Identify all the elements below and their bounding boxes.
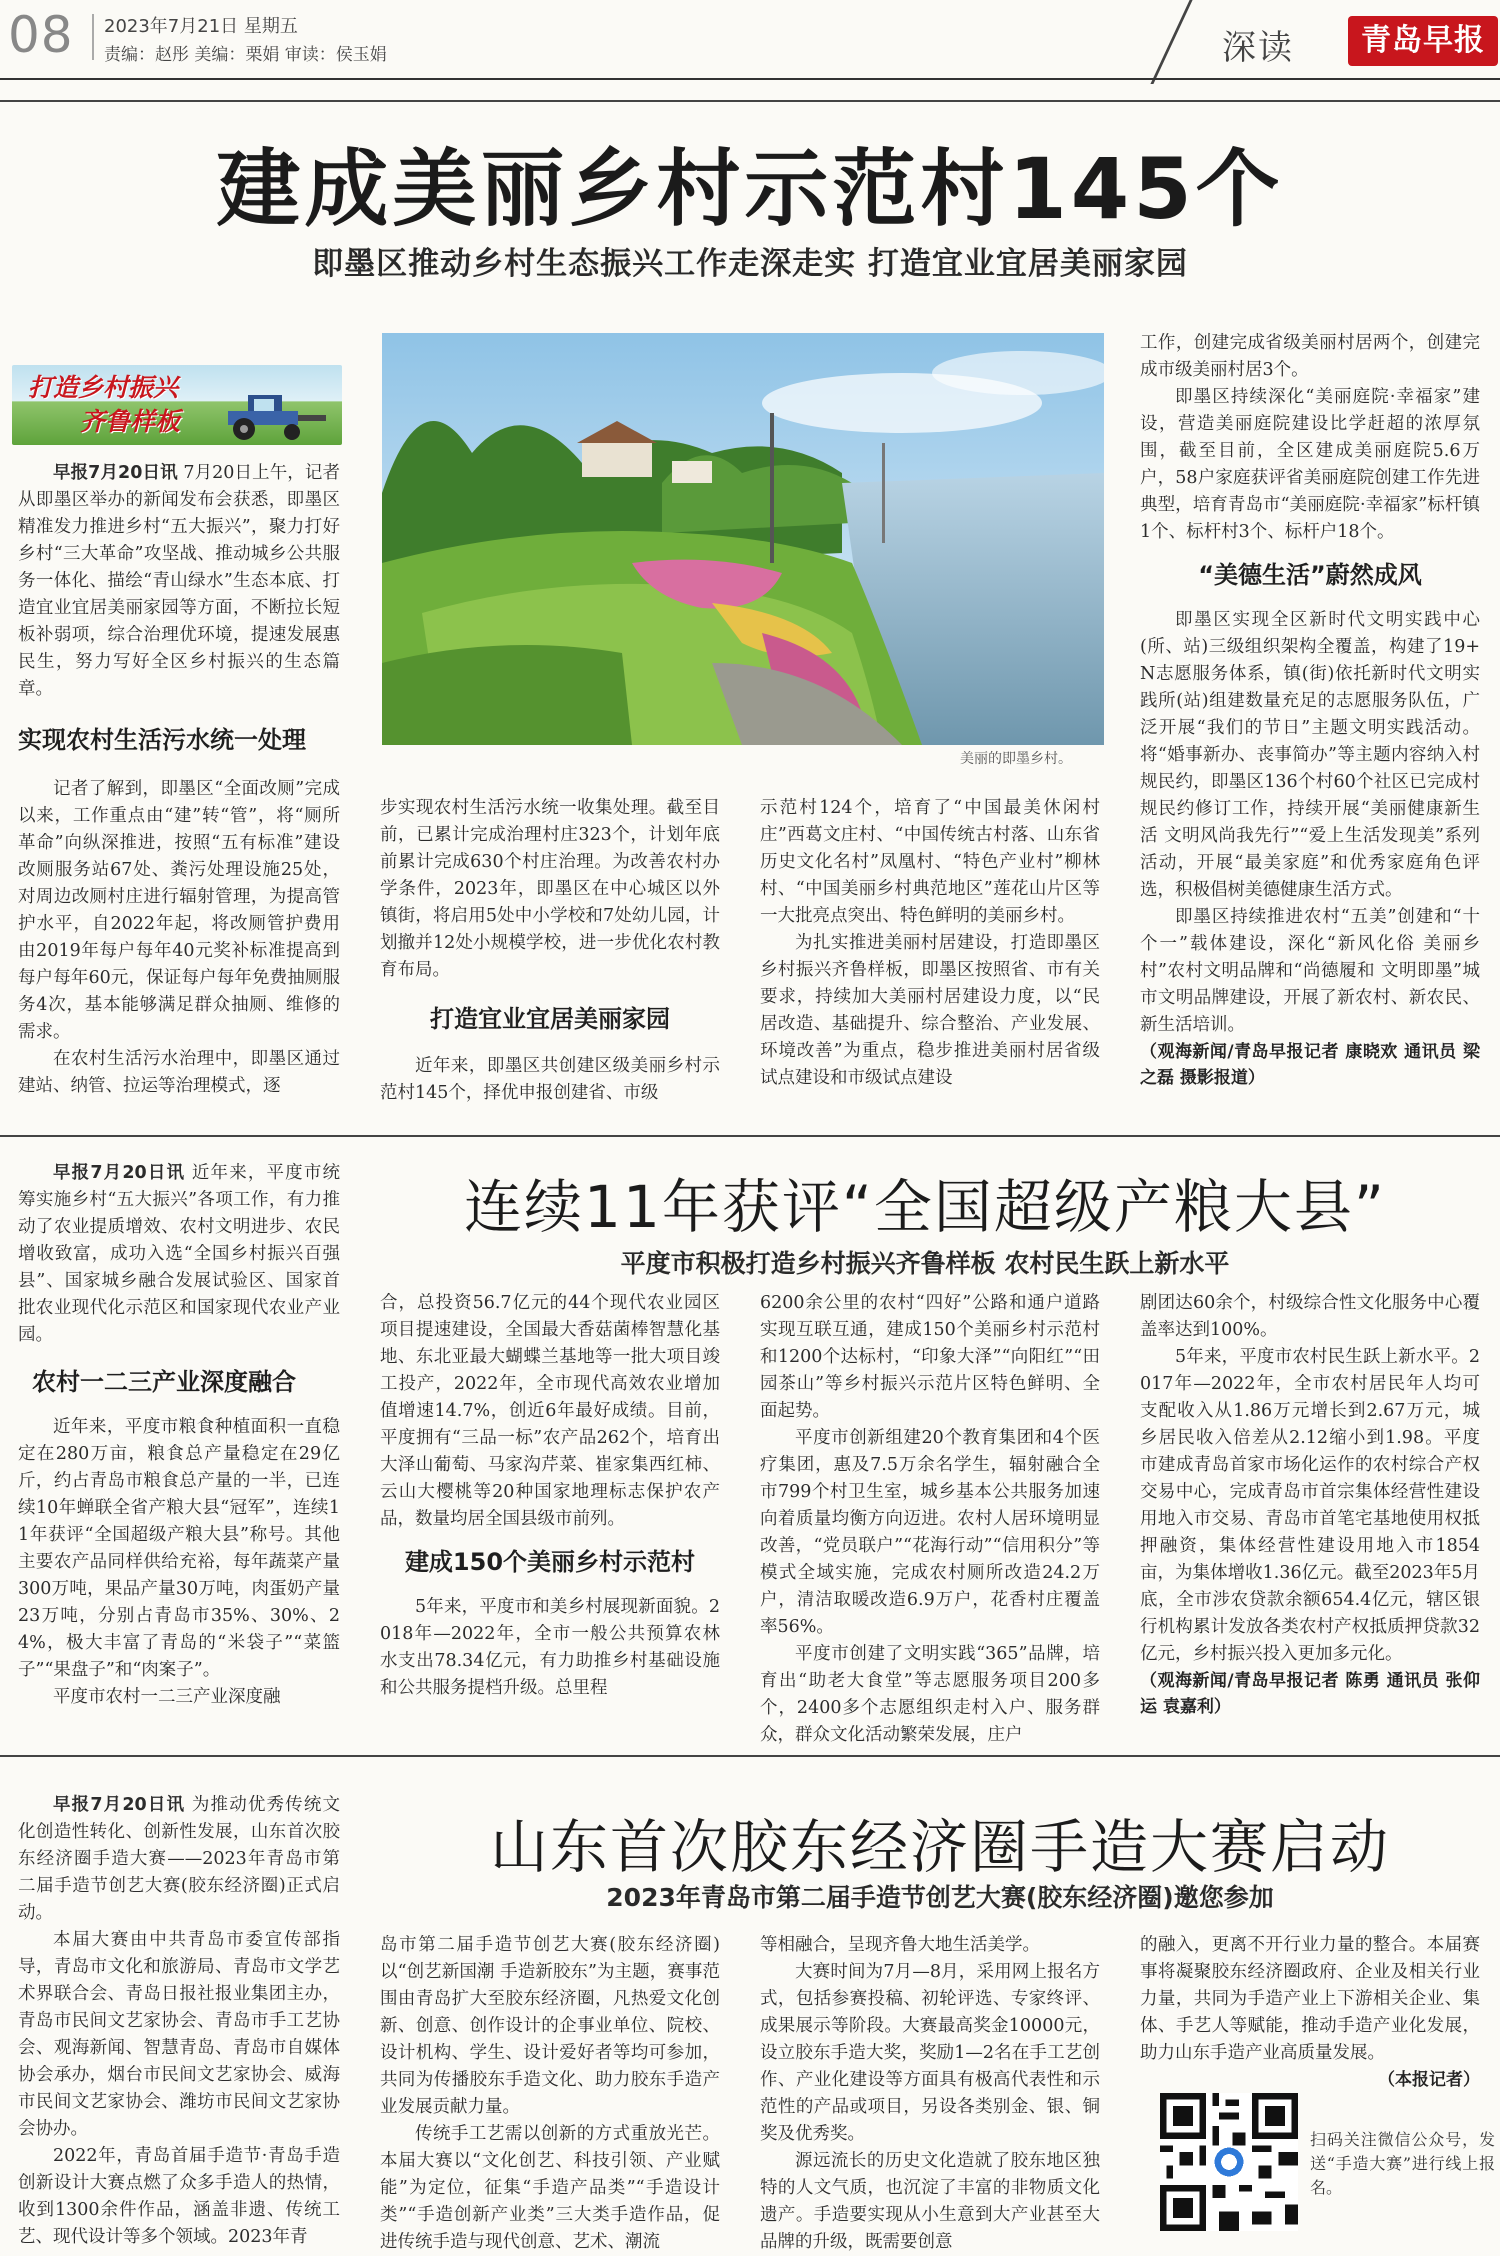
article3-c3-p1: 等相融合，呈现齐鲁大地生活美学。 — [760, 1935, 1040, 1955]
article2-heading1: 农村一二三产业深度融合 — [32, 1368, 296, 1396]
header-slash — [1150, 0, 1192, 84]
article1-c2-p1: 步实现农村生活污水统一收集处理。截至目前，已累计完成治理村庄323个，计划年底前累计完成630个村庄治理。为改善农村办学条件，2023年，即墨区在中心城区以外镇街，将启用5处中小学校和7处幼儿园，计划撤并12处小规模学校，进一步优化农村教育布局。 — [380, 798, 720, 980]
article1-subtitle: 即墨区推动乡村生态振兴工作走深走实 打造宜业宜居美丽家园 — [312, 246, 1188, 282]
article1-c1-p2: 在农村生活污水治理中，即墨区通过建站、纳管、拉运等治理模式，逐 — [18, 1049, 340, 1096]
article2-c3-p3: 平度市创建了文明实践“365”品牌，培育出“助老大食堂”等志愿服务项目200多个，2400多个志愿组织走村入户、服务群众，群众文化活动繁荣发展，庄户 — [760, 1644, 1100, 1745]
photo-caption: 美丽的即墨乡村。 — [960, 751, 1072, 767]
article1-c4-p3: 即墨区实现全区新时代文明实践中心(所、站)三级组织架构全覆盖，构建了19+N志愿服务体系，镇(街)依托新时代文明实践所(站)组建数量充足的志愿服务队伍，广泛开展“我们的节日”主题文明实践活动。将“婚事新办、丧事简办”等主题内容纳入村规民约，即墨区136个村60个社区已完成村规民约修订工作，持续开展“美丽健康新生活 文明风尚我先行”“爱上生活发现美”系列活动，开展“最美家庭”和优秀家庭角色评选，积极倡树美德健康生活方式。 — [1140, 610, 1480, 900]
article3-c4-p1: 的融入，更离不开行业力量的整合。本届赛事将凝聚胶东经济圈政府、企业及相关行业力量，共同为手造产业上下游相关企业、集体、手艺人等赋能，推动手造产业化发展，助力山东手造产业高质量发展。 — [1140, 1935, 1480, 2063]
article2-column1 — [18, 1160, 340, 1711]
article2-title: 连续11年获评“全国超级产粮大县” — [464, 1173, 1386, 1241]
banner-line2: 齐鲁样板 — [80, 407, 181, 436]
article2-subtitle: 平度市积极打造乡村振兴齐鲁样板 农村民生跃上新水平 — [620, 1249, 1230, 1278]
article2-heading2: 建成150个美丽乡村示范村 — [404, 1548, 696, 1576]
page-number: 08 — [8, 6, 74, 64]
article1-c4-p1: 工作，创建完成省级美丽村居两个，创建完成市级美丽村居3个。 — [1140, 333, 1480, 380]
article3-column3 — [760, 1932, 1100, 2256]
article1-lead: 7月20日上午，记者从即墨区举办的新闻发布会获悉，即墨区精准发力推进乡村“五大振兴”，聚力打好乡村“三大革命”攻坚战、推动城乡公共服务一体化、描绘“青山绿水”生态本底、打造宜业宜居美丽家园等方面，不断拉长短板补弱项，综合治理优环境，提速发展惠民生，努力写好全区乡村振兴的生态篇章。 — [18, 463, 340, 699]
editor-credits: 责编：赵彤 美编：栗娟 审读：侯玉娟 — [104, 45, 387, 65]
header-rule — [0, 78, 1500, 80]
qr-instruction: 扫码关注微信公众号，发送“手造大赛”进行线上报名。 — [1310, 2130, 1495, 2197]
article2-c2-p2: 5年来，平度市和美乡村展现新面貌。2018年—2022年，全市一般公共预算农林水支出78.34亿元，有力助推乡村基础设施和公共服务提档升级。总里程 — [380, 1597, 720, 1698]
article1-heading1: 实现农村生活污水统一处理 — [18, 726, 306, 754]
article3-c1-p2: 2022年，青岛首届手造节·青岛手造创新设计大赛点燃了众多手造人的热情，收到1300余件作品，涵盖非遗、传统工艺、现代设计等多个领域。2023年青 — [18, 2146, 340, 2247]
article3-c2-p2: 传统手工艺需以创新的方式重放光芒。本届大赛以“文化创艺、科技引领、产业赋能”为定位，征集“手造产品类”“手造设计类”“手造创新产业类”三大类手造作品，促进传统手造与现代创意、艺术、潮流 — [380, 2124, 720, 2252]
article3-column1 — [18, 1792, 340, 2251]
article2-column4 — [1140, 1290, 1480, 1720]
article3-lead-tag: 早报7月20日讯 — [53, 1795, 186, 1815]
article1-c1-p1: 记者了解到，即墨区“全面改厕”完成以来，工作重点由“建”转“管”，将“厕所革命”向纵深推进，按照“五有标准”建设改厕服务站67处、粪污处理设施25处，对周边改厕村庄进行辐射管理，为提高管护水平，自2022年起，将改厕管护费用由2019年每户每年40元奖补标准提高到每户每年60元，保证每户每年免费抽厕服务4次，基本能够满足群众抽厕、维修的需求。 — [18, 779, 340, 1042]
newspaper-logo: 青岛早报 — [1348, 16, 1498, 66]
article3-c3-p3: 源远流长的历史文化造就了胶东地区独特的人文气质，也沉淀了丰富的非物质文化遗产。手造要实现从小生意到大产业甚至大品牌的升级，既需要创意 — [760, 2151, 1100, 2252]
article1-title: 建成美丽乡村示范村145个 — [216, 140, 1284, 238]
article3-title: 山东首次胶东经济圈手造大赛启动 — [489, 1813, 1390, 1881]
article2-c3-p1: 6200余公里的农村“四好”公路和通户道路实现互联互通，建成150个美丽乡村示范村和1200个达标村，“印象大泽”“向阳红”“田园茶山”等乡村振兴示范片区特色鲜明、全面起势。 — [760, 1293, 1100, 1421]
article1-c4-p4: 即墨区持续推进农村“五美”创建和“十个一”载体建设，深化“新风化俗 美丽乡村”农村文明品牌和“尚德履和 文明即墨”城市文明品牌建设，开展了新农村、新农民、新生活培训。 — [1140, 907, 1480, 1035]
wechat-qr-code[interactable] — [1160, 2093, 1298, 2231]
article2-c2-p1: 合，总投资56.7亿元的44个现代农业园区项目提速建设，全国最大香菇菌棒智慧化基地、东北亚最大蝴蝶兰基地等一批大项目竣工投产，2022年，全市现代高效农业增加值增速14.7%，创近6年最好成绩。目前，平度拥有“三品一标”农产品262个，培育出大泽山葡萄、马家沟芹菜、崔家集西红柿、云山大樱桃等20种国家地理标志保护农产品，数量均居全国县级市前列。 — [380, 1293, 720, 1529]
article3-column2 — [380, 1932, 720, 2256]
section-name: 深读 — [1222, 28, 1294, 68]
article3-subtitle: 2023年青岛市第二届手造节创艺大赛(胶东经济圈)邀您参加 — [606, 1883, 1274, 1912]
village-photo — [382, 333, 1104, 745]
article2-column3 — [760, 1290, 1100, 1749]
article1-column2 — [380, 795, 720, 1107]
article3-c2-p1: 岛市第二届手造节创艺大赛(胶东经济圈)以“创艺新国潮 手造新胶东”为主题，赛事范围由青岛扩大至胶东经济圈，凡热爱文化创新、创意、创作设计的企事业单位、院校、设计机构、学生、设计爱好者等均可参加，共同为传播胶东手造文化、助力胶东手造产业发展贡献力量。 — [380, 1935, 720, 2117]
article2-lead-tag: 早报7月20日讯 — [53, 1163, 186, 1183]
article2-c3-p2: 平度市创新组建20个教育集团和4个医疗集团，惠及7.5万余名学生，辐射融合全市799个村卫生室，城乡基本公共服务加速向着质量均衡方向迈进。农村人居环境明显改善，“党员联户”“花海行动”“信用积分”等模式全域实施，完成农村厕所改造24.2万户，清洁取暖改造6.9万户，花香村庄覆盖率56%。 — [760, 1428, 1100, 1637]
article1-c4-p2: 即墨区持续深化“美丽庭院·幸福家”建设，营造美丽庭院建设比学赶超的浓厚氛围，截至目前，全区建成美丽庭院5.6万户，58户家庭获评省美丽庭院创建工作先进典型，培育青岛市“美丽庭院·幸福家”标杆镇1个、标杆村3个、标杆户18个。 — [1140, 387, 1480, 542]
article1-heading3: “美德生活”蔚然成风 — [1198, 561, 1422, 589]
article1-c3-p1: 示范村124个，培育了“中国最美休闲村庄”西葛文庄村、“中国传统古村落、山东省历史文化名村”凤凰村、“特色产业村”柳林村、“中国美丽乡村典范地区”莲花山片区等一大批亮点突出、特色鲜明的美丽乡村。 — [760, 798, 1100, 926]
article1-column3 — [760, 795, 1100, 1092]
rural-revitalization-banner — [12, 365, 342, 445]
article1-column1 — [18, 460, 340, 1100]
article1-c3-p2: 为扎实推进美丽村居建设，打造即墨区乡村振兴齐鲁样板，即墨区按照省、市有关要求，持续加大美丽村居建设力度，以“民居改造、基础提升、综合整治、产业发展、环境改善”为重点，稳步推进美丽村居省级试点建设和市级试点建设 — [760, 933, 1100, 1088]
article2-column2 — [380, 1290, 720, 1702]
article2-c1-p1: 近年来，平度市粮食种植面积一直稳定在280万亩，粮食总产量稳定在29亿斤，约占青岛市粮食总产量的一半，已连续10年蝉联全省产粮大县“冠军”，连续11年获评“全国超级产粮大县”称号。其他主要农产品同样供给充裕，每年蔬菜产量300万吨，果品产量30万吨，肉蛋奶产量23万吨，分别占青岛市35%、30%、24%，极大丰富了青岛的“米袋子”“菜篮子”“果盘子”和“肉案子”。 — [18, 1417, 340, 1680]
article1-heading2: 打造宜业宜居美丽家园 — [430, 1005, 670, 1033]
article1-column4 — [1140, 330, 1480, 1091]
article3-column4 — [1140, 1932, 1480, 2093]
tractor-icon — [208, 385, 328, 441]
article3-byline: （本报记者） — [1378, 2070, 1480, 2090]
issue-date: 2023年7月21日 星期五 — [104, 16, 298, 37]
article1-lead-tag: 早报7月20日讯 — [53, 463, 178, 483]
header-divider — [92, 14, 94, 60]
article3-c3-p2: 大赛时间为7月—8月，采用网上报名方式，包括参赛投稿、初轮评选、专家终评、成果展示等阶段。大赛最高奖金10000元，设立胶东手造大奖，奖励1—2名在手工艺创作、产业化建设等方面具有极高代表性和示范性的产品或项目，另设各类别金、银、铜奖及优秀奖。 — [760, 1962, 1100, 2144]
article3-lead: 为推动优秀传统文化创造性转化、创新性发展，山东首次胶东经济圈手造大赛——2023年青岛市第二届手造节创艺大赛(胶东经济圈)正式启动。 — [18, 1795, 341, 1923]
article2-byline: （观海新闻/青岛早报记者 陈勇 通讯员 张仰运 袁嘉利） — [1140, 1671, 1480, 1717]
article2-c1-p2: 平度市农村一二三产业深度融 — [53, 1687, 281, 1707]
article1-c2-p2: 近年来，即墨区共创建区级美丽乡村示范村145个，择优申报创建省、市级 — [380, 1056, 720, 1103]
article2-c4-p1: 剧团达60余个，村级综合性文化服务中心覆盖率达到100%。 — [1140, 1293, 1480, 1340]
article3-c1-p1: 本届大赛由中共青岛市委宣传部指导，青岛市文化和旅游局、青岛市文学艺术界联合会、青岛日报社报业集团主办，青岛市民间文艺家协会、青岛市手工艺协会、观海新闻、智慧青岛、青岛市自媒体协会承办，烟台市民间文艺家协会、威海市民间文艺家协会、潍坊市民间文艺家协会协办。 — [18, 1930, 340, 2139]
article2-lead: 近年来，平度市统筹实施乡村“五大振兴”各项工作，有力推动了农业提质增效、农村文明进步、农民增收致富，成功入选“全国乡村振兴百强县”、国家城乡融合发展试验区、国家首批农业现代化示范区和国家现代农业产业园。 — [18, 1163, 341, 1345]
banner-line1: 打造乡村振兴 — [28, 373, 179, 402]
article2-c4-p2: 5年来，平度市农村民生跃上新水平。2017年—2022年，全市农村居民年人均可支配收入从1.86万元增长到2.67万元，城乡居民收入倍差从2.12缩小到1.98。平度市建成青岛首家市场化运作的农村综合产权交易中心，完成青岛市首宗集体经营性建设用地入市交易、青岛市首笔宅基地使用权抵押融资，集体经营性建设用地入市1854亩，为集体增收1.36亿元。截至2023年5月底，全市涉农贷款余额654.4亿元，辖区银行机构累计发放各类农村产权抵质押贷款32亿元，乡村振兴投入更加多元化。 — [1140, 1347, 1480, 1664]
article1-byline: （观海新闻/青岛早报记者 康晓欢 通讯员 梁之磊 摄影报道） — [1140, 1042, 1480, 1088]
